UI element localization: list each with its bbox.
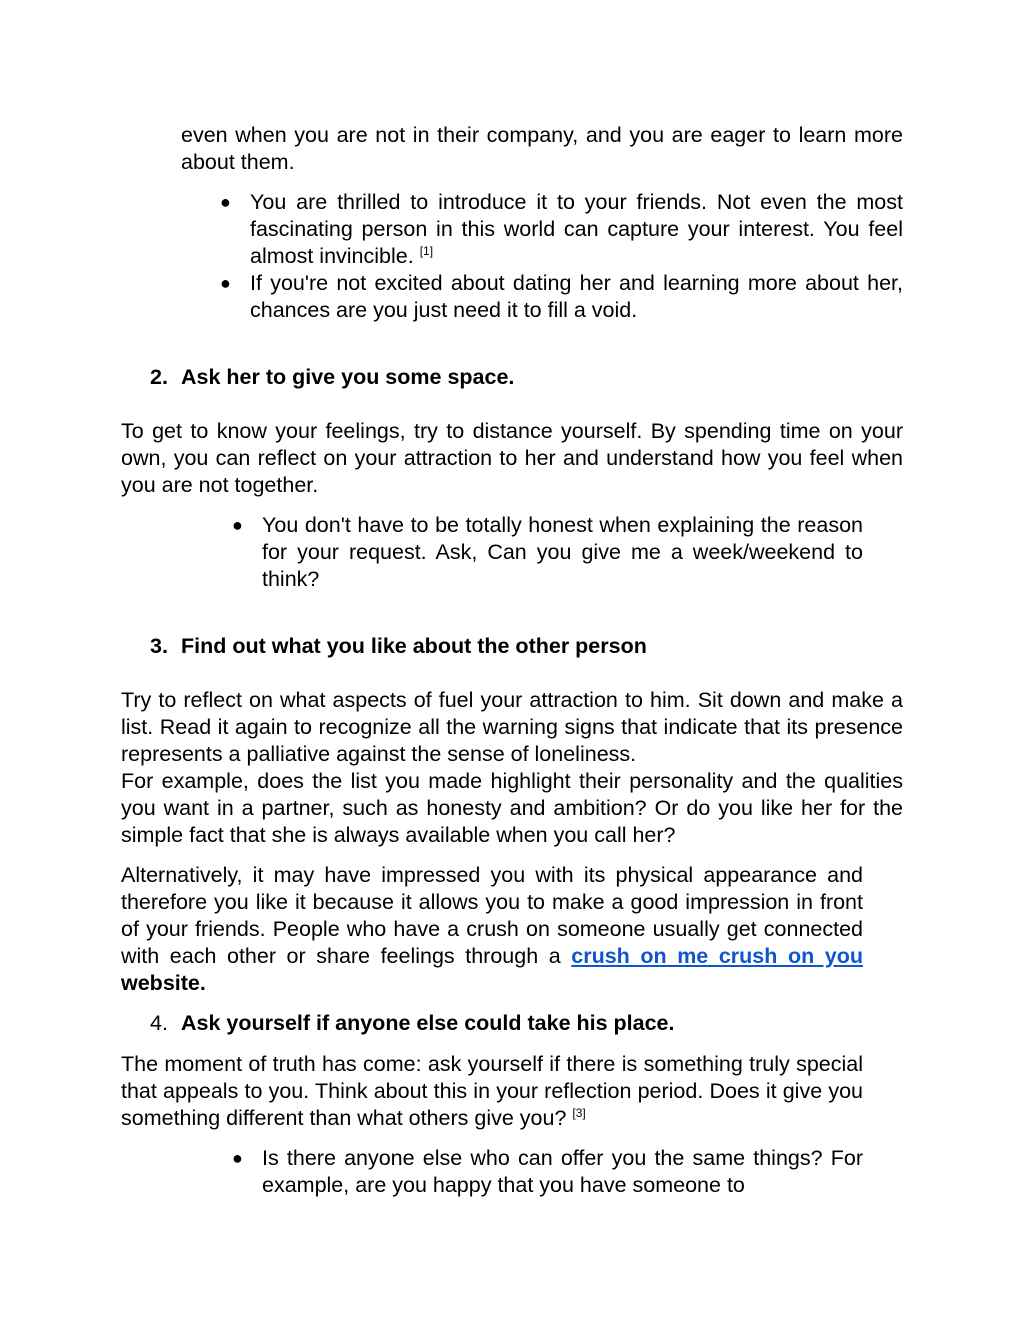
bullet-icon: ● xyxy=(232,1148,243,1168)
footnote-ref: [1] xyxy=(419,243,434,258)
paragraph-text: Try to reflect on what aspects of fuel your attraction to him. Sit down and make a list. Read it again to recognize all the warning signs that indicate that its presence represents a palliative against the sense of loneliness. xyxy=(121,688,903,766)
section-title: Ask yourself if anyone else could take his place. xyxy=(181,1011,675,1035)
paragraph-text: To get to know your feelings, try to distance yourself. By spending time on your own, you can reflect on your attraction to her and understand how you feel when you are not together. xyxy=(121,419,903,497)
bullet-list-1 xyxy=(220,189,903,324)
list-item xyxy=(220,270,903,324)
paragraph-text: The moment of truth has come: ask yourself if there is something truly special that appeals to you. Think about this in your reflection period. Does it give you something different than what others give you? xyxy=(121,1052,863,1130)
section-heading-2 xyxy=(150,364,514,391)
section-number: 2. xyxy=(150,365,168,389)
list-item-text: Is there anyone else who can offer you the same things? For example, are you happy that you have someone to xyxy=(262,1146,863,1197)
paragraph-text-bold: website. xyxy=(121,971,206,995)
section4-paragraph xyxy=(121,1051,863,1132)
paragraph-text: For example, does the list you made highlight their personality and the qualities you want in a partner, such as honesty and ambition? Or do you like her for the simple fact that she is always available when you call her? xyxy=(121,769,903,847)
section3-paragraph-1 xyxy=(121,687,903,768)
list-item-text: If you're not excited about dating her and learning more about her, chances are you just need it to fill a void. xyxy=(250,271,903,322)
list-item xyxy=(232,1145,863,1199)
section3-paragraph-2 xyxy=(121,768,903,849)
section-number: 4. xyxy=(150,1011,168,1035)
bullet-icon: ● xyxy=(220,273,231,293)
bullet-list-4 xyxy=(232,1145,863,1199)
bullet-icon: ● xyxy=(232,515,243,535)
intro-text: even when you are not in their company, and you are eager to learn more about them. xyxy=(181,123,903,174)
list-item xyxy=(220,189,903,270)
section-title: Find out what you like about the other person xyxy=(181,634,647,658)
list-item xyxy=(232,512,863,593)
section2-paragraph xyxy=(121,418,903,499)
section-heading-3 xyxy=(150,633,647,660)
paragraph-text: Alternatively, it may have impressed you with its physical appearance and therefore you like it because it allows you to make a good impression in front of your friends. People who have a crush on someone usually get connected with each other or share feelings through a xyxy=(121,863,863,968)
list-item-text: You don't have to be totally honest when explaining the reason for your request. Ask, Can you give me a week/weekend to think? xyxy=(262,513,863,591)
list-item-text: You are thrilled to introduce it to your friends. Not even the most fascinating person in this world can capture your interest. You feel almost invincible. xyxy=(250,190,903,268)
bullet-icon: ● xyxy=(220,192,231,212)
intro-paragraph xyxy=(181,122,903,176)
crush-website-link[interactable]: crush on me crush on you xyxy=(571,944,863,968)
section-heading-4 xyxy=(150,1010,675,1037)
section-number: 3. xyxy=(150,634,168,658)
section-title: Ask her to give you some space. xyxy=(181,365,515,389)
section3-paragraph-3 xyxy=(121,862,863,997)
footnote-ref: [3] xyxy=(572,1105,586,1120)
bullet-list-2 xyxy=(232,512,863,593)
